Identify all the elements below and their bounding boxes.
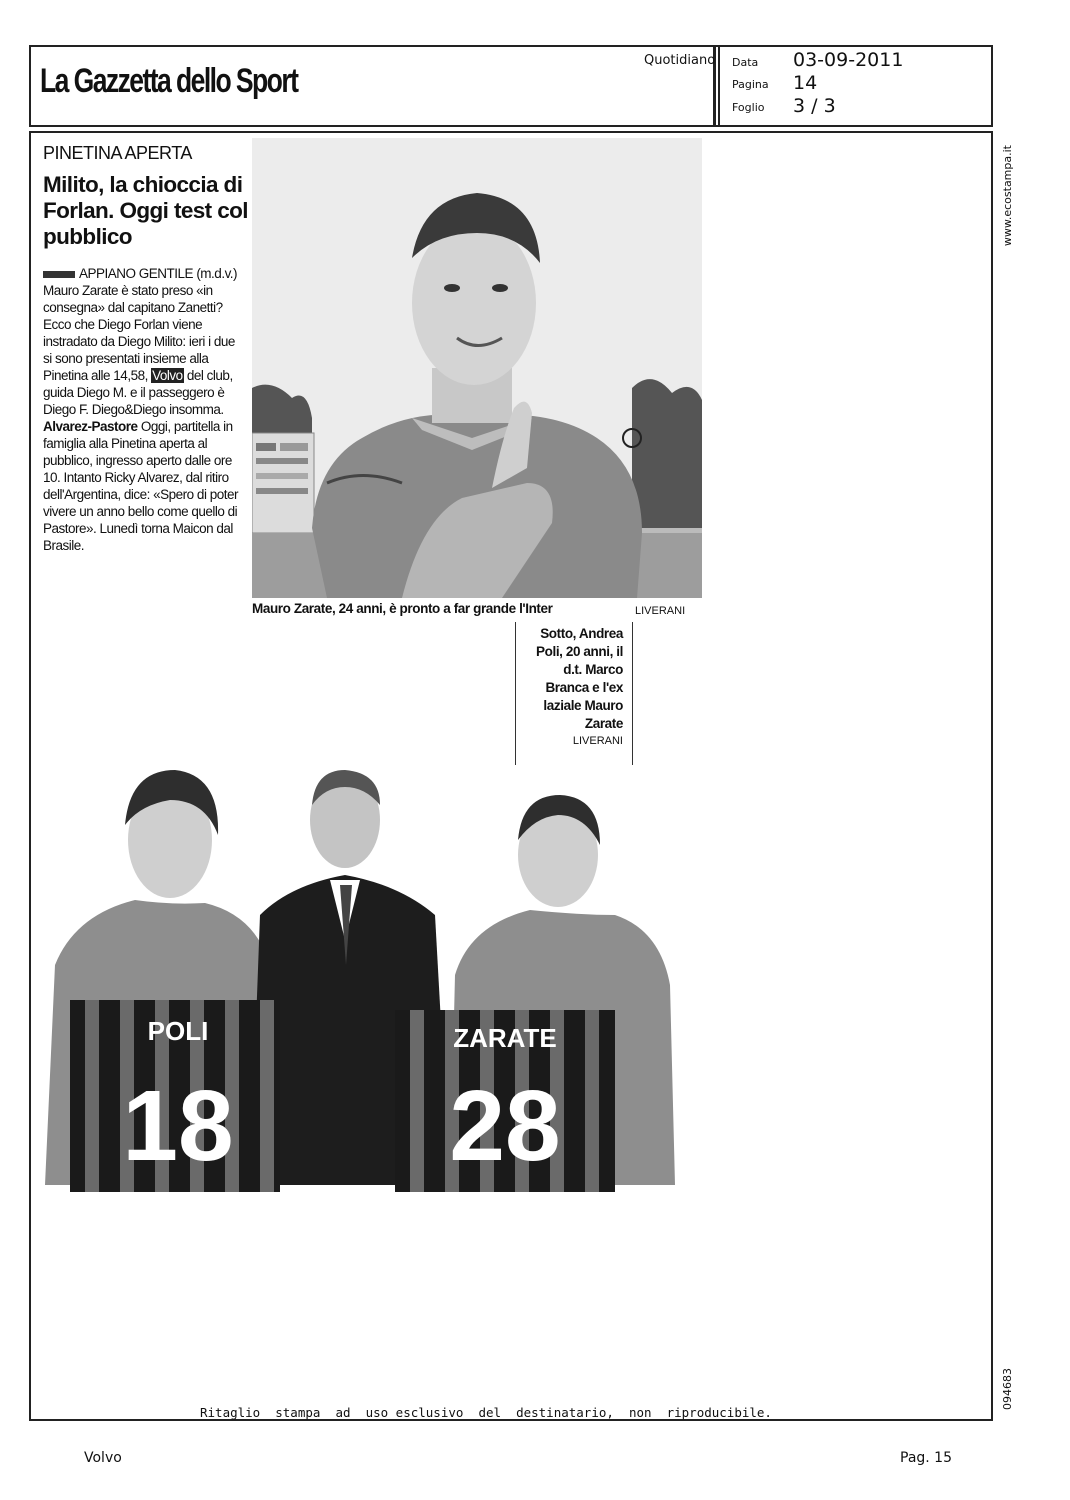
body-after-highlight: del club, guida Diego M. e il passeggero è Diego F. Diego&Diego insomma. <box>43 368 233 417</box>
photo-caption-secondary: Sotto, Andrea Poli, 20 anni, il d.t. Marco Branca e l'ex laziale Mauro Zarate <box>536 626 623 731</box>
shirt-zarate-number: 28 <box>449 1070 561 1182</box>
header-separator <box>718 45 720 127</box>
photo-zarate <box>252 138 702 598</box>
clipping-code: 094683 <box>1001 1368 1014 1410</box>
date-value: 03-09-2011 <box>793 49 904 71</box>
dateline: APPIANO GENTILE <box>79 266 194 281</box>
photo-credit: LIVERANI <box>635 605 686 617</box>
photo-presentation <box>40 765 680 1192</box>
shirt-poli <box>70 1000 280 1192</box>
website-margin-text: www.ecostampa.it <box>1001 145 1014 247</box>
photo-credit-secondary: LIVERANI <box>572 735 623 747</box>
shirt-zarate <box>395 1010 615 1192</box>
page-label: Pagina <box>732 78 769 91</box>
highlighted-term: Volvo <box>152 368 183 383</box>
body-rest: Oggi, partitella in famiglia alla Pinetina aperta al pubblico, ingresso aperto dalle ore 10. Intanto Ricky Alvarez, dal ritiro dell'Argentina, dice: «Spero di poter vivere un anno bello come quello di Pastore». Lunedì torna Maicon dal Brasile. <box>43 419 238 553</box>
sheet-label: Foglio <box>732 101 765 114</box>
sheet-value: 3 / 3 <box>793 95 836 117</box>
article-kicker: PINETINA APERTA <box>43 143 192 163</box>
shirt-zarate-name: ZARATE <box>453 1023 557 1053</box>
shirt-poli-number: 18 <box>122 1070 234 1182</box>
article-body <box>43 265 243 554</box>
body-intro: (m.d.v.) Mauro Zarate è stato preso «in consegna» dal capitano Zanetti? Ecco che Diego Forlan viene instradato da Diego Milito: ieri i due si sono presentati insieme alla Pinetina alle 14,58, <box>43 266 238 383</box>
footer-client: Volvo <box>84 1450 122 1466</box>
shirt-poli-name: POLI <box>147 1016 209 1046</box>
publication-frequency: Quotidiano <box>644 53 716 68</box>
article-subhead: Alvarez-Pastore <box>43 419 138 434</box>
article-headline: Milito, la chioccia di Forlan. Oggi test col pubblico <box>43 172 248 249</box>
dateline-bar <box>43 271 75 278</box>
footer-page-number: Pag. 15 <box>900 1450 952 1466</box>
photo-caption: Mauro Zarate, 24 anni, è pronto a far grande l'Inter <box>252 601 553 616</box>
newspaper-masthead: La Gazzetta dello Sport <box>40 62 298 100</box>
date-label: Data <box>732 56 759 69</box>
disclaimer: Ritaglio stampa ad uso esclusivo del destinatario, non riproducibile. <box>200 1405 772 1420</box>
page-value: 14 <box>793 72 818 94</box>
